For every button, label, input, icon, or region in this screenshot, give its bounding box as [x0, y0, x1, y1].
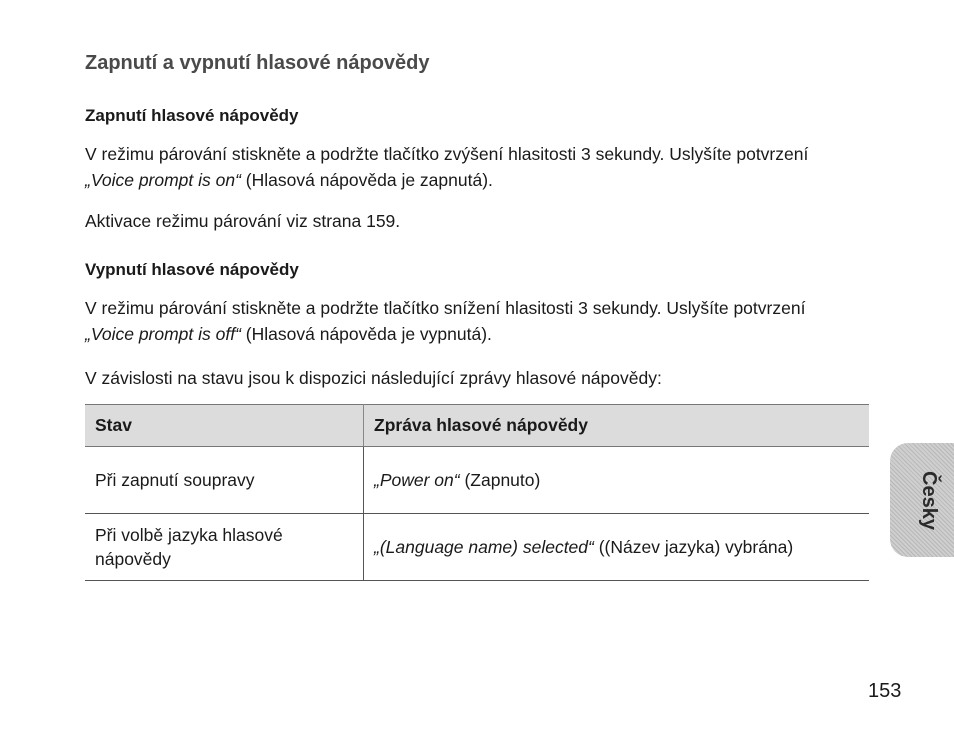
disable-prompt-quote: „Voice prompt is off“ — [85, 324, 241, 344]
message-translation: (Zapnuto) — [459, 470, 541, 490]
section-title: Zapnutí a vypnutí hlasové nápovědy — [85, 52, 430, 74]
header-state: Stav — [85, 405, 364, 447]
row-message — [364, 514, 870, 581]
disable-paragraph — [85, 295, 855, 347]
disable-text-before: V režimu párování stiskněte a podržte tlačítko snížení hlasitosti 3 sekundy. Uslyšíte potvrzení — [85, 298, 806, 318]
message-quote: „(Language name) selected“ — [374, 537, 594, 557]
disable-heading: Vypnutí hlasové nápovědy — [85, 260, 299, 279]
page-number: 153 — [868, 680, 902, 702]
header-message: Zpráva hlasové nápovědy — [364, 405, 870, 447]
language-tab-label: Česky — [918, 470, 940, 530]
table-intro: V závislosti na stavu jsou k dispozici následující zprávy hlasové nápovědy: — [85, 368, 662, 388]
row-message — [364, 447, 870, 514]
table-row — [85, 447, 869, 514]
disable-text-after: (Hlasová nápověda je vypnutá). — [240, 324, 492, 344]
pairing-reference: Aktivace režimu párování viz strana 159. — [85, 211, 401, 231]
message-quote: „Power on“ — [374, 470, 460, 490]
enable-text-before: V režimu párování stiskněte a podržte tlačítko zvýšení hlasitosti 3 sekundy. Uslyšíte potvrzení — [85, 144, 809, 164]
enable-text-after: (Hlasová nápověda je zapnutá). — [240, 170, 493, 190]
enable-prompt-quote: „Voice prompt is on“ — [85, 170, 241, 190]
table-row — [85, 514, 869, 581]
voice-prompt-table — [85, 404, 869, 581]
row-state: Při volbě jazyka hlasové nápovědy — [85, 514, 364, 581]
enable-paragraph — [85, 141, 855, 193]
row-state: Při zapnutí soupravy — [85, 447, 364, 514]
enable-heading: Zapnutí hlasové nápovědy — [85, 106, 299, 125]
table-header-row — [85, 405, 869, 447]
message-translation: ((Název jazyka) vybrána) — [593, 537, 794, 557]
language-side-tab — [890, 443, 954, 557]
